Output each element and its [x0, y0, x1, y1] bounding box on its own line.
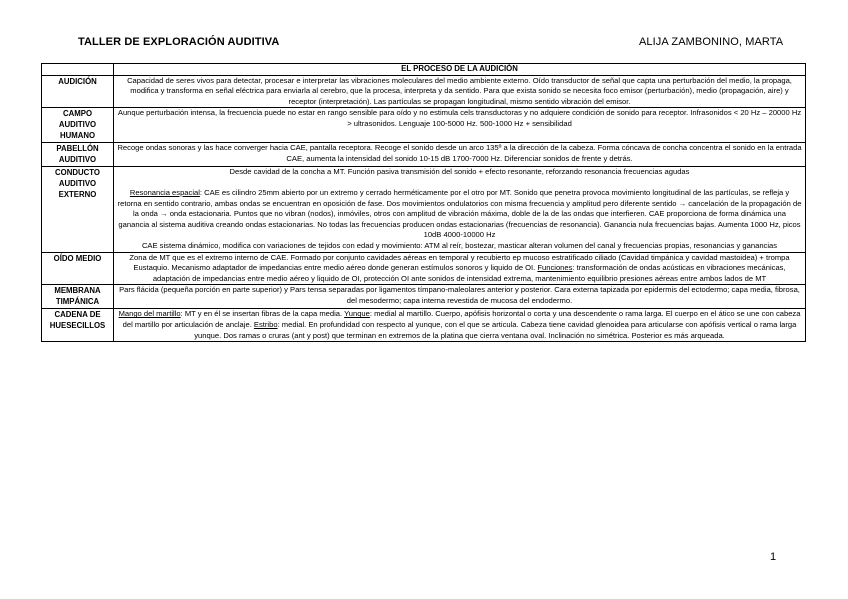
- row-text: Recoge ondas sonoras y las hace converger hacia CAE, pantalla receptora. Recoge el sonido desde un arco 135º a la dirección de la cabeza. Forma cóncava de concha concentra el sonido en la entrada CAE, aumenta la intensidad del sonido 10-15 dB 1700-7000 Hz. Diferenciar sonidos de frente y detrás.: [114, 143, 806, 167]
- audition-table: [41, 63, 806, 342]
- paragraph-text: : transformación de ondas acústicas en vibraciones mecánicas, adaptación de impedancias entre medio aéreo y liquido de OI, protección OI ante sonidos de intensidad extrema, mantenimiento equilibrio presiones aéreas entre ambos lados de MT: [152, 263, 786, 283]
- underlined-term: Estribo: [253, 320, 278, 330]
- row-label: CONDUCTO AUDITIVO EXTERNO: [42, 167, 114, 252]
- paragraph-gap: [117, 178, 802, 188]
- row-label: OÍDO MEDIO: [42, 252, 114, 285]
- table-row: [42, 285, 806, 309]
- row-label: PABELLÓN AUDITIVO: [42, 143, 114, 167]
- document-header-author: ALIJA ZAMBONINO, MARTA: [639, 36, 784, 48]
- table-row: [42, 108, 806, 143]
- table-row: [42, 143, 806, 167]
- table-row: [42, 309, 806, 342]
- page-number: 1: [770, 551, 777, 563]
- row-text-block: [114, 167, 806, 252]
- paragraph-text: : medial al martillo. Cuerpo, apófisis horizontal o corta y una descendente o rama larga. El cuerpo en el ático se une con cabeza del martillo por articulación de anclaje.: [122, 309, 801, 330]
- table-row: [42, 167, 806, 252]
- row-text: Pars flácida (pequeña porción en parte superior) y Pars tensa separadas por ligamentos tímpano-maleolares anterior y posterior. Cara externa tapizada por epidermis del ectodermo; capa media, fibrosa, del mesodermo; capa interna revestida de mucosa del endodermo.: [114, 285, 806, 309]
- table-header-row: [42, 64, 806, 76]
- paragraph-text: : CAE es cilindro 25mm abierto por un extremo y cerrado herméticamente por el otro por MT. Sonido que penetra provoca movimiento longitudinal de las partículas, se refleja y retorna en sentido contrario, ambas ondas se encuentran en oposición de fase. Dos movimientos ondulatorios con misma frecuencia y amplitud pero diferente sentido → cancelación de la propagación de la onda → onda estacionaria. Puntos que no vibran (nodos), inmóviles, otros con amplitud de vibración máxima, doble de la de las ondas que interfieren. CAE proporciona de forma dinámica una ganancia al sistema auditiva creando ondas estacionarias. No todas las frecuencias producen ondas estacionarias (frecuencias de resonancia). Ganancia nula frecuencias bajas. Aumenta 1000 Hz, picos 10dB 4000-10000 Hz: [117, 187, 802, 240]
- underlined-term: Funciones: [537, 263, 573, 273]
- row-text: Aunque perturbación intensa, la frecuencia puede no estar en rango sensible para oído y no estimula cels transductoras y no adquiere condición de sonido para receptor. Infrasonidos < 20 Hz – 20000 Hz > ultrasonidos. Lenguaje 100-5000 Hz. 500-1000 Hz + sensibilidad: [114, 108, 806, 143]
- table-row: [42, 75, 806, 108]
- underlined-term: Yunque: [344, 309, 370, 319]
- row-text: Capacidad de seres vivos para detectar, procesar e interpretar las vibraciones moleculares del medio ambiente externo. Oído transductor de señal que capta una perturbación del medio, la propaga, modifica y transforma en señal eléctrica para enviarla al cerebro, que la procesa, interpreta y da sentido. Para que exista sonido se necesita foco emisor (perturbación), medio (propagación, aire) y receptor (interpretación). Las partículas se propagan longitudinal, mismo sentido vibración del emisor.: [114, 75, 806, 108]
- table-header-empty-cell: [42, 64, 114, 76]
- paragraph-text: Zona de MT que es el extremo interno de CAE. Formado por conjunto cavidades aéreas en temporal y recubierto ep mucoso estratificado ciliado (Cavidad timpánica y cavidad mastoidea) + trompa Eustaquio. Mecanismo adaptador de impedancias entre medio aéreo donde generan estímulos sonoros y liquido de OI.: [129, 252, 790, 273]
- row-label: CADENA DE HUESECILLOS: [42, 309, 114, 342]
- paragraph: CAE sistema dinámico, modifica con variaciones de tejidos con edad y movimiento: ATM al reír, bostezar, masticar alteran volumen del canal y frecuencias propias, resonancias y ganancias: [141, 240, 778, 250]
- underlined-term: Resonancia espacial: [129, 187, 200, 197]
- paragraph-text: : MT y en él se insertan fibras de la capa media.: [180, 309, 345, 319]
- row-label: CAMPO AUDITIVO HUMANO: [42, 108, 114, 143]
- underlined-term: Mango del martillo: [118, 309, 181, 319]
- paragraph: Desde cavidad de la concha a MT. Función pasiva transmisión del sonido + efecto resonante, reforzando resonancia frecuencias agudas: [229, 167, 690, 177]
- row-label: AUDICIÓN: [42, 75, 114, 108]
- table-row: [42, 252, 806, 285]
- paragraph-text: : medial. En profundidad con respecto al yunque, con el que se articula. Cabeza tiene cavidad glenoidea para articularse con apófisis vertical o rama larga yunque. Dos ramas o cruras (ant y post) que terminan en extremos de la platina que cierra ventana oval. Inclinación no simétrica. Posterior es más arqueada.: [194, 320, 797, 340]
- row-label: MEMBRANA TIMPÁNICA: [42, 285, 114, 309]
- table-title: EL PROCESO DE LA AUDICIÓN: [114, 64, 806, 76]
- row-text: [114, 309, 806, 342]
- paragraph: [117, 188, 802, 241]
- row-text: [114, 252, 806, 285]
- document-header-title: TALLER DE EXPLORACIÓN AUDITIVA: [78, 36, 280, 48]
